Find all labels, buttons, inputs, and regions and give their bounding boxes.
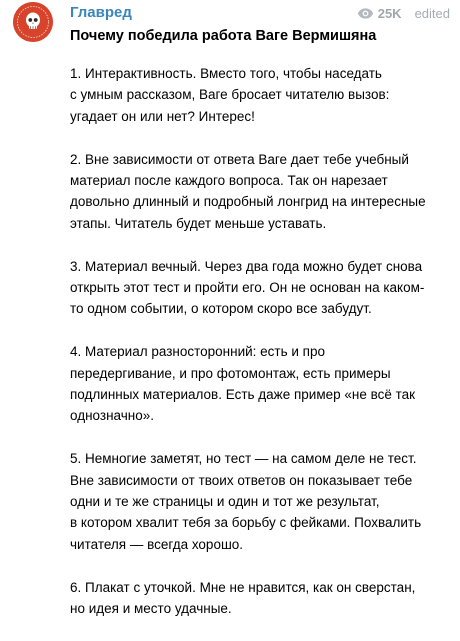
paragraph-line: в котором хвалит тебя за борьбу с фейками. Похвалить [70, 515, 422, 531]
paragraph-line: этапы. Читатель будет меньше уставать. [70, 215, 327, 231]
paragraph-line: угадает он или нет? Интерес! [70, 108, 255, 124]
paragraph-line: одни и те же страницы и один и тот же результат, [70, 494, 380, 510]
paragraph-line: 6. Плакат с уточкой. Мне не нравится, как он сверстан, [70, 579, 416, 595]
channel-avatar[interactable] [13, 2, 53, 42]
post-paragraph [70, 63, 450, 127]
paragraph-line: открыть этот тест и пройти его. Он не основан на каком- [70, 280, 425, 296]
post-paragraph [70, 577, 450, 620]
paragraph-line: довольно длинный и подробный лонгрид на интересные [70, 194, 426, 210]
paragraph-line: 2. Вне зависимости от ответа Ваге дает тебе учебный [70, 151, 409, 167]
post-body [70, 63, 450, 641]
paragraph-line: с умным рассказом, Ваге бросает читателю вызов: [70, 87, 390, 103]
post-paragraph [70, 149, 450, 235]
edited-label: edited [414, 6, 450, 21]
paragraph-line: однозначно». [70, 408, 155, 424]
paragraph-line: материал после каждого вопроса. Так он нарезает [70, 173, 388, 189]
paragraph-line: но идея и место удачные. [70, 601, 232, 617]
post-title: Почему победила работа Ваге Вермишяна [70, 28, 377, 44]
post-paragraph [70, 256, 450, 320]
channel-name[interactable]: Главред [70, 4, 132, 21]
eye-icon [357, 8, 374, 19]
post-meta [357, 6, 450, 21]
post-paragraph [70, 448, 450, 555]
post-paragraph [70, 341, 450, 427]
paragraph-line: 4. Материал разносторонний: есть и про [70, 344, 326, 360]
paragraph-line: передергивание, и про фотомонтаж, есть примеры [70, 365, 391, 381]
skull-logo-icon [13, 2, 53, 42]
paragraph-line: подлинных материалов. Есть даже пример «не всё так [70, 387, 416, 403]
paragraph-line: Вне зависимости от твоих ответов он показывает тебе [70, 472, 413, 488]
paragraph-line: 3. Материал вечный. Через два года можно будет снова [70, 258, 423, 274]
paragraph-line: читателя — всегда хорошо. [70, 536, 244, 552]
paragraph-line: 1. Интерактивность. Вместо того, чтобы наседать [70, 66, 382, 81]
paragraph-line: то одном событии, о котором скоро все забудут. [70, 301, 372, 317]
paragraph-line: 5. Немногие заметят, но тест — на самом деле не тест. [70, 451, 417, 467]
views-count: 25K [377, 6, 402, 21]
